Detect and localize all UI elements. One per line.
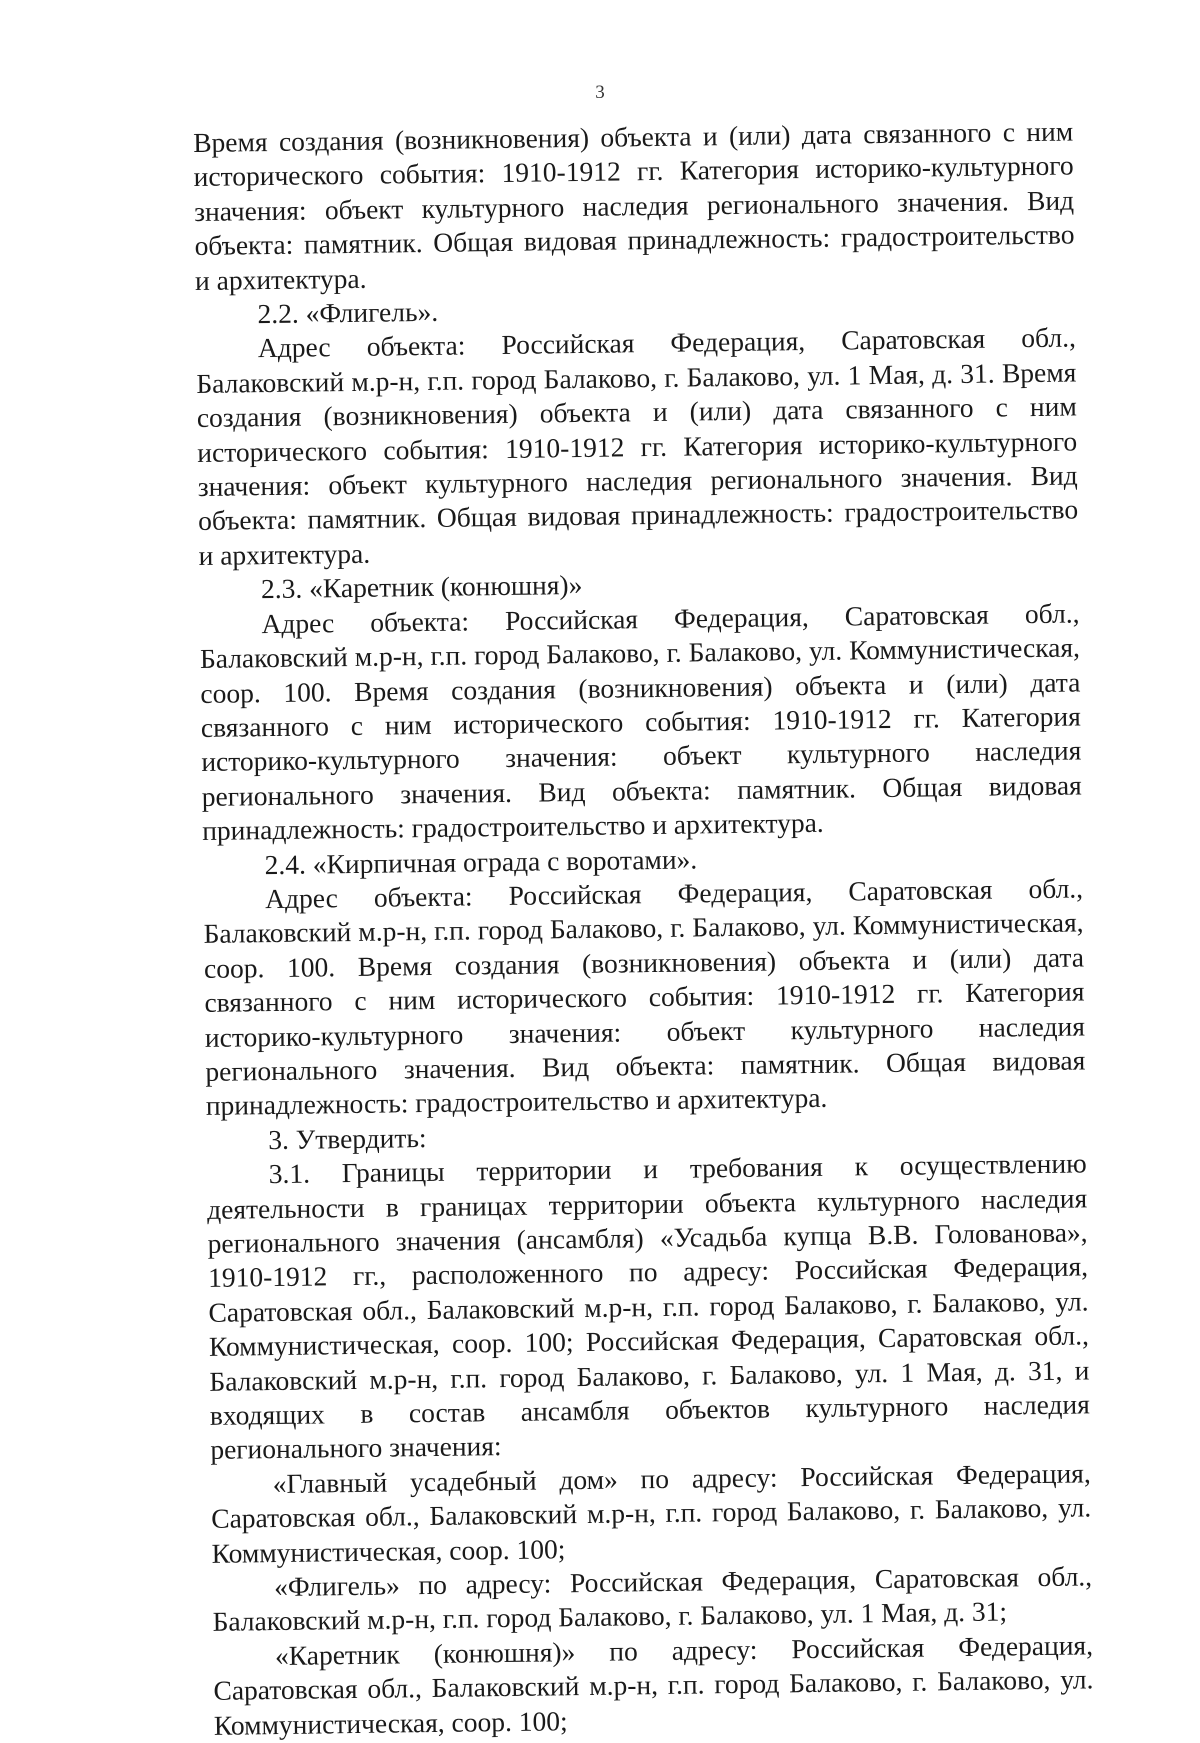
section-heading-2-4: 2.4. «Кирпичная ограда с воротами». (264, 842, 698, 880)
paragraph-address-2-4: Адрес объекта: Российская Федерация, Саратовская обл., Балаковский м.р-н, г.п. город Балаково, г. Балаково, ул. Коммунистическая, соор. 100. Время создания (возникновения) объекта и (или) дата связанного с ним исторического события: 1910-1912 гг. Категория историко-культурного значения: объект культурного наследия регионального значения. Вид объекта: памятник. Общая видовая принадлежность: градостроительство и архитектура. (203, 872, 1086, 1122)
section-heading-3: 3. Утвердить: (268, 1121, 427, 1155)
document-body (193, 114, 1094, 1742)
list-item-outbuilding: «Флигель» по адресу: Российская Федерация, Саратовская обл., Балаковский м.р-н, г.п. город Балаково, г. Балаково, ул. 1 Мая, д. 31; (212, 1560, 1093, 1638)
section-heading-2-3: 2.3. «Каретник (конюшня)» (260, 569, 583, 605)
list-item-carriage-house: «Каретник (конюшня)» по адресу: Российская Федерация, Саратовская обл., Балаковский м.р-н, г.п. город Балаково, г. Балаково, ул. Коммунистическая, соор. 100; (213, 1629, 1094, 1741)
paragraph-3-1: 3.1. Границы территории и требования к осуществлению деятельности в границах территории объекта культурного наследия регионального значения (ансамбля) «Усадьба купца В.В. Голованова», 1910-1912 гг., расположенного по адресу: Российская Федерация, Саратовская обл., Балаковский м.р-н, г.п. город Балаково, г. Балаково, ул. Коммунистическая, соор. 100; Российская Федерация, Саратовская обл., Балаковский м.р-н, г.п. город Балаково, г. Балаково, ул. 1 Мая, д. 31, и входящих в состав ансамбля объектов культурного наследия регионального значения: (206, 1147, 1091, 1466)
page-number: 3 (595, 82, 605, 103)
section-heading-2-2: 2.2. «Флигель». (257, 295, 439, 330)
paragraph-address-2-3: Адрес объекта: Российская Федерация, Саратовская обл., Балаковский м.р-н, г.п. город Балаково, г. Балаково, ул. Коммунистическая, соор. 100. Время создания (возникновения) объекта и (или) дата связанного с ним исторического события: 1910-1912 гг. Категория историко-культурного значения: объект культурного наследия регионального значения. Вид объекта: памятник. Общая видовая принадлежность: градостроительство и архитектура. (199, 597, 1082, 847)
list-item-main-house: «Главный усадебный дом» по адресу: Российская Федерация, Саратовская обл., Балаковский м.р-н, г.п. город Балаково, г. Балаково, ул. Коммунистическая, соор. 100; (211, 1457, 1092, 1569)
paragraph-address-2-2: Адрес объекта: Российская Федерация, Саратовская обл., Балаковский м.р-н, г.п. город Балаково, г. Балаково, ул. 1 Мая, д. 31. Время создания (возникновения) объекта и (или) дата связанного с ним исторического события: 1910-1912 гг. Категория историко-культурного значения: объект культурного наследия регионального значения. Вид объекта: памятник. Общая видовая принадлежность: градостроительство и архитектура. (196, 321, 1079, 571)
paragraph-continuation: Время создания (возникновения) объекта и (или) дата связанного с ним исторического события: 1910-1912 гг. Категория историко-культурного значения: объект культурного наследия регионального значения. Вид объекта: памятник. Общая видовая принадлежность: градостроительство и архитектура. (193, 115, 1075, 296)
